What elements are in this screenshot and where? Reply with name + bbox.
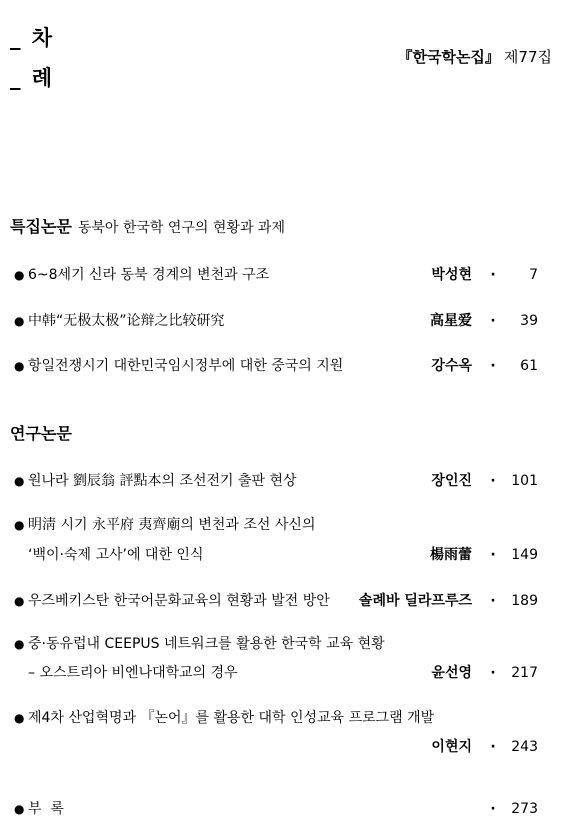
section-heading-research — [10, 421, 72, 444]
separator-dot: · — [490, 313, 496, 329]
section-title: 연구논문 — [10, 424, 72, 443]
separator-dot: · — [490, 665, 496, 681]
entry-page: 149 — [511, 547, 538, 563]
entry-title: 항일전쟁시기 대한민국임시정부에 대한 중국의 지원 — [28, 358, 344, 374]
toc-entry[interactable] — [14, 707, 538, 756]
bullet-icon: ● — [14, 359, 25, 373]
separator-dot: · — [490, 267, 496, 283]
bullet-icon: ● — [14, 594, 25, 608]
journal-title — [397, 46, 552, 67]
bullet-icon: ● — [14, 268, 25, 282]
entry-title-continued: ‘백이·숙제 고사’에 대한 인식 — [28, 547, 204, 563]
bullet-icon: ● — [14, 637, 25, 651]
entry-title-continued: – 오스트리아 비엔나대학교의 경우 — [28, 665, 238, 681]
entry-author: 이현지 — [431, 739, 472, 755]
toc-entry[interactable] — [14, 590, 538, 610]
entry-page: 61 — [520, 358, 538, 374]
separator-dot: · — [490, 358, 496, 374]
bullet-icon: ● — [14, 802, 25, 816]
section-title: 특집논문 — [10, 217, 72, 236]
entry-page: 189 — [511, 593, 538, 609]
journal-name: 『한국학논집』 — [397, 48, 500, 66]
entry-title: 중·동유럽내 CEEPUS 네트워크를 활용한 한국학 교육 현황 — [28, 636, 385, 652]
entry-page: 7 — [529, 267, 538, 283]
section-subtitle: 동북아 한국학 연구의 현황과 과제 — [77, 220, 285, 236]
journal-issue: 제77집 — [503, 48, 552, 66]
entry-author: 강수옥 — [431, 358, 472, 374]
toc-entry[interactable] — [14, 470, 538, 490]
entry-author: 솔례바 딜라프루즈 — [358, 593, 472, 609]
toc-heading-char-1: _ 차 — [10, 26, 55, 50]
entry-title: 제4차 산업혁명과 『논어』를 활용한 대학 인성교육 프로그램 개발 — [28, 710, 435, 726]
toc-entry[interactable] — [14, 264, 538, 284]
toc-entry[interactable] — [14, 310, 538, 330]
entry-author: 高星爱 — [430, 313, 472, 329]
toc-entry-appendix[interactable] — [14, 798, 538, 818]
toc-entry[interactable] — [14, 633, 538, 682]
entry-author: 윤선영 — [431, 665, 472, 681]
entry-title: 6~8세기 신라 동북 경계의 변천과 구조 — [28, 267, 270, 283]
entry-author: 楊雨蕾 — [430, 547, 472, 563]
toc-entry[interactable] — [14, 355, 538, 375]
separator-dot: · — [490, 473, 496, 489]
entry-author: 박성현 — [431, 267, 472, 283]
entry-title: 中韩“无极太极”论辩之比较研究 — [28, 313, 225, 329]
entry-author: 장인진 — [431, 473, 472, 489]
separator-dot: · — [490, 547, 496, 563]
entry-page: 273 — [511, 801, 538, 817]
bullet-icon: ● — [14, 474, 25, 488]
entry-title: 우즈베키스탄 한국어문화교육의 현황과 발전 방안 — [28, 593, 330, 609]
bullet-icon: ● — [14, 711, 25, 725]
entry-title: 원나라 劉辰翁 評點本의 조선전기 출판 현상 — [28, 473, 297, 489]
separator-dot: · — [490, 593, 496, 609]
separator-dot: · — [490, 739, 496, 755]
toc-entry[interactable] — [14, 514, 538, 564]
entry-title: 明淸 시기 永平府 夷齊廟의 변천과 조선 사신의 — [28, 517, 316, 533]
section-heading-special — [10, 214, 285, 237]
entry-page: 101 — [511, 473, 538, 489]
entry-page: 39 — [520, 313, 538, 329]
bullet-icon: ● — [14, 314, 25, 328]
entry-title: 부 록 — [28, 801, 64, 817]
toc-heading-char-2: _ 례 — [10, 66, 55, 90]
entry-page: 217 — [511, 665, 538, 681]
bullet-icon: ● — [14, 518, 25, 532]
separator-dot: · — [490, 801, 496, 817]
entry-page: 243 — [511, 739, 538, 755]
